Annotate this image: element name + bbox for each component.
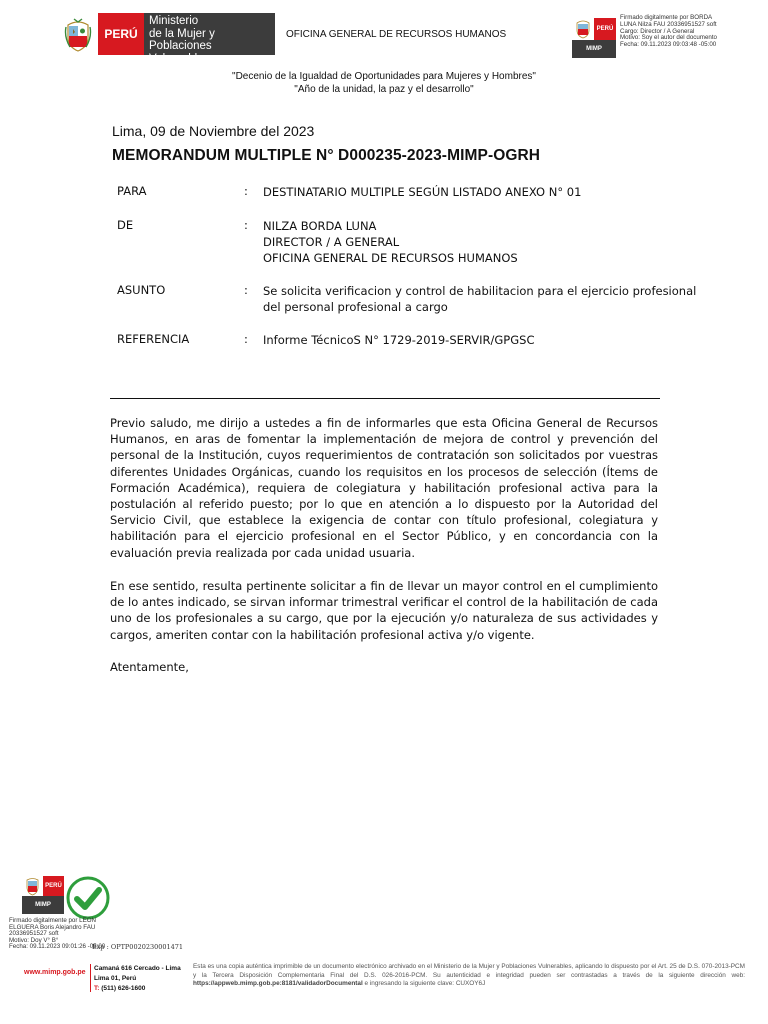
legal-text: e ingresando la siguiente clave: CUXOY6J	[364, 980, 486, 988]
field-value-de	[263, 218, 703, 266]
address-line: Camaná 616 Cercado - Lima	[94, 965, 181, 972]
ministry-line: Ministerio	[149, 15, 199, 27]
field-colon: :	[244, 184, 248, 198]
field-value-line: DESTINATARIO MULTIPLE SEGÚN LISTADO ANEXO N° 01	[263, 185, 582, 199]
digital-signature-top	[620, 15, 740, 49]
signature-line: Motivo: Soy el autor del documento	[620, 34, 717, 42]
signature-logo-bottom	[22, 876, 64, 914]
signature-logo-top	[572, 18, 616, 58]
field-label-referencia: REFERENCIA	[117, 332, 190, 346]
field-value-line: NILZA BORDA LUNA	[263, 219, 377, 233]
footer-legal-notice	[193, 963, 745, 989]
field-colon: :	[244, 283, 248, 297]
signature-line: ELGUERA Boris Alejandro FAU	[9, 923, 96, 931]
field-value-line: Informe TécnicoS N° 1729-2019-SERVIR/GPGSC	[263, 333, 535, 347]
address-line: Lima 01, Perú	[94, 975, 137, 982]
signature-line: Cargo: Director / A General	[620, 27, 695, 35]
expediente-code: Exp : OPTP0020230001471	[92, 943, 184, 951]
signature-org-badge: MIMP	[22, 896, 64, 914]
validation-url-link[interactable]: https://appweb.mimp.gob.pe:8181/validadorDocumental	[193, 980, 363, 988]
header-divider	[110, 398, 660, 399]
signature-line: Firmado digitalmente por BORDA	[620, 14, 713, 21]
memo-title: MEMORANDUM MULTIPLE N° D000235-2023-MIMP-OGRH	[112, 147, 541, 164]
phone-prefix: T:	[94, 985, 100, 992]
signature-line: LUNA Nilza FAU 20336951527 soft	[620, 20, 717, 28]
office-name: OFICINA GENERAL DE RECURSOS HUMANOS	[286, 29, 507, 40]
field-value-line: OFICINA GENERAL DE RECURSOS HUMANOS	[263, 251, 518, 265]
field-label-de: DE	[117, 218, 134, 232]
ministry-line: de la Mujer y	[149, 27, 215, 40]
field-colon: :	[244, 332, 248, 346]
legal-text: Esta es una copia auténtica imprimible de un documento electrónico archivado en el Ministerio de la Mujer y Poblaciones Vulnerables, aplicando lo dispuesto por el Art. 25 de D.S. 070-2013-PCM y la Tercera Disposición Complementaria Final del D.S. 026-2016-PCM. Su autenticidad e integridad pueden ser contrastadas a través de la siguiente dirección web:	[193, 963, 745, 979]
ministry-name-block	[144, 13, 275, 65]
footer-website-link[interactable]: www.mimp.gob.pe	[24, 969, 86, 976]
field-label-para: PARA	[117, 184, 147, 198]
signature-line: Motivo: Doy V° B°	[9, 936, 59, 944]
body-paragraph-1: Previo saludo, me dirijo a ustedes a fin de informarles que esta Oficina General de Recursos Humanos, en aras de fomentar la implementación de mejora de control y prevención del personal de la Institución, cuyos requerimientos de contratación son solicitados por vuestras diferentes Unidades Orgánicas, cuando los requisitos en los procesos de selección (Ítems de Formación Académica), requiera de colegiatura y habilitación profesional activa para la postulación al referido puesto; por lo que en atención a lo dispuesto por la Autoridad del Servicio Civil, que establece la exigencia de contar con título profesional, colegiatura y habilitación para el ejercicio profesional en el Sector Público, y en concordancia con la evaluación previa realizada por cada unidad usuaria.	[110, 416, 658, 560]
phone-line	[94, 984, 189, 994]
field-value-referencia	[263, 332, 703, 348]
signature-peru-badge: PERÚ	[43, 876, 64, 896]
closing-salutation: Atentamente,	[110, 660, 189, 674]
signature-line: 20336951527 soft	[9, 930, 59, 938]
field-value-line: DIRECTOR / A GENERAL	[263, 235, 400, 249]
phone-number: (511) 626-1600	[101, 985, 146, 992]
footer-divider	[90, 964, 91, 992]
peru-logo-badge: PERÚ	[98, 13, 144, 55]
ministry-line: Poblaciones Vulnerables	[149, 40, 212, 65]
body-paragraph-2: En ese sentido, resulta pertinente solicitar a fin de llevar un mayor control en el cumplimiento de lo antes indicado, se sirvan informar trimestral verificar el control de la habilitación de cada uno de los profesionales a su cargo, que por la ejecución y/o naturaleza de sus actividades y cargos, ameriten contar con la habilitación profesional activa y/o vigente.	[110, 579, 658, 642]
signature-line: Fecha: 09.11.2023 09:03:48 -05:00	[620, 41, 717, 49]
coat-of-arms-icon	[64, 17, 92, 53]
field-value-asunto	[263, 283, 703, 315]
signature-org-badge: MIMP	[572, 40, 616, 58]
field-colon: :	[244, 218, 248, 232]
decenio-line: "Decenio de la Igualdad de Oportunidades para Mujeres y Hombres"	[232, 71, 536, 82]
year-motto-line: "Año de la unidad, la paz y el desarrollo"	[294, 84, 474, 95]
field-value-line: Se solicita verificacion y control de habilitacion para el ejercicio profesional	[263, 284, 697, 298]
signature-line: Fecha: 09.11.2023 09:01:26 -05:00	[9, 943, 106, 951]
checkmark-icon	[66, 876, 110, 920]
signature-line: Firmado digitalmente por LEON	[9, 917, 97, 924]
document-date: Lima, 09 de Noviembre del 2023	[112, 123, 315, 139]
footer-address	[94, 964, 189, 994]
signature-peru-badge: PERÚ	[594, 18, 616, 40]
field-value-para	[263, 184, 703, 200]
field-value-line: del personal profesional a cargo	[263, 300, 448, 314]
field-label-asunto: ASUNTO	[117, 283, 166, 297]
